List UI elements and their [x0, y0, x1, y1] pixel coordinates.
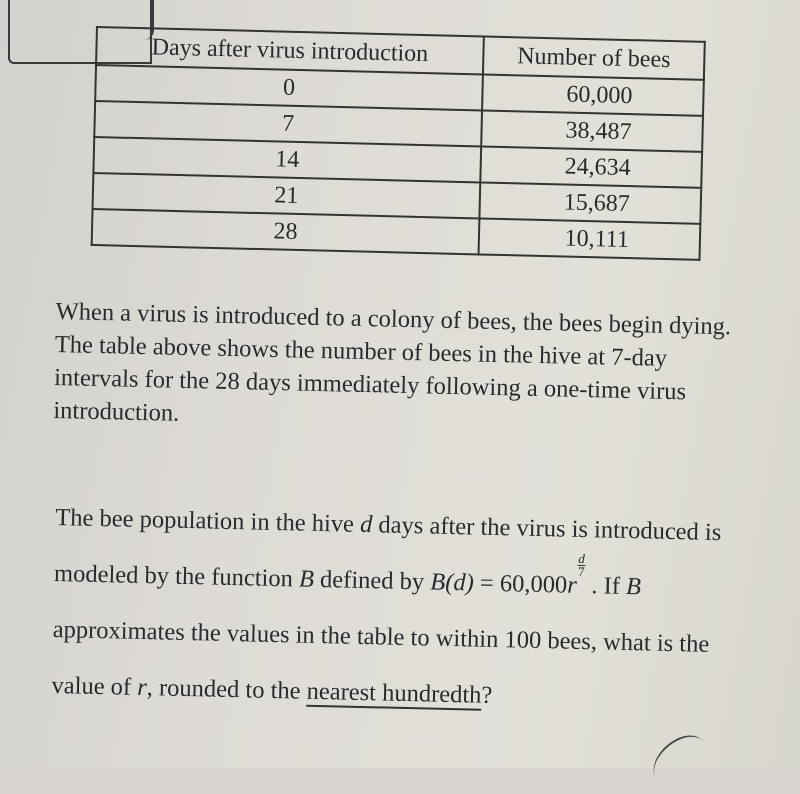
cell-bees: 24,634 [480, 146, 702, 187]
problem-question-paragraph [51, 490, 756, 730]
var-r: r [136, 673, 148, 702]
exponent-denominator: 7 [577, 563, 585, 579]
exponent-numerator: d [578, 550, 586, 566]
header-days: Days after virus introduction [96, 27, 484, 74]
function-eq: = 60,000 [473, 569, 568, 599]
cell-days: 7 [94, 101, 482, 146]
cell-bees: 38,487 [481, 110, 703, 151]
q-text-1: The bee population in the hive [55, 503, 361, 538]
pencil-squiggle [644, 728, 717, 794]
cell-bees: 15,687 [479, 182, 701, 223]
cell-bees: 60,000 [482, 74, 704, 115]
q-text-3: defined by [313, 565, 431, 596]
cell-days: 21 [93, 173, 481, 218]
var-B-2: B [625, 572, 642, 601]
q-text-4: . If [584, 572, 627, 600]
bee-data-table [91, 26, 706, 261]
q-text-5: approximates the values in the table to within 100 bees, what is the value of [51, 615, 710, 701]
problem-context-paragraph: When a virus is introduced to a colony of bees, the bees begin dying. The table above shows the number of bees in the hive at 7-day intervals for the 28 days immediately following a one-time virus introduction. [53, 297, 732, 427]
q-text-2: days after the virus is introduced is modeled by the function [53, 511, 722, 593]
var-d: d [359, 510, 373, 539]
cell-days: 28 [92, 209, 480, 254]
q-text-6: , rounded to the [146, 674, 307, 705]
cell-bees: 10,111 [479, 218, 701, 259]
q-text-7: ? [481, 681, 493, 709]
cell-days: 14 [93, 137, 481, 182]
cell-days: 0 [95, 65, 483, 110]
function-lhs: B(d) [429, 568, 475, 597]
nearest-hundredth-underlined: nearest hundredth [306, 677, 482, 709]
var-r-base: r [566, 571, 578, 599]
header-bees: Number of bees [483, 36, 705, 79]
var-B: B [298, 565, 315, 593]
exponent-fraction [577, 550, 586, 579]
